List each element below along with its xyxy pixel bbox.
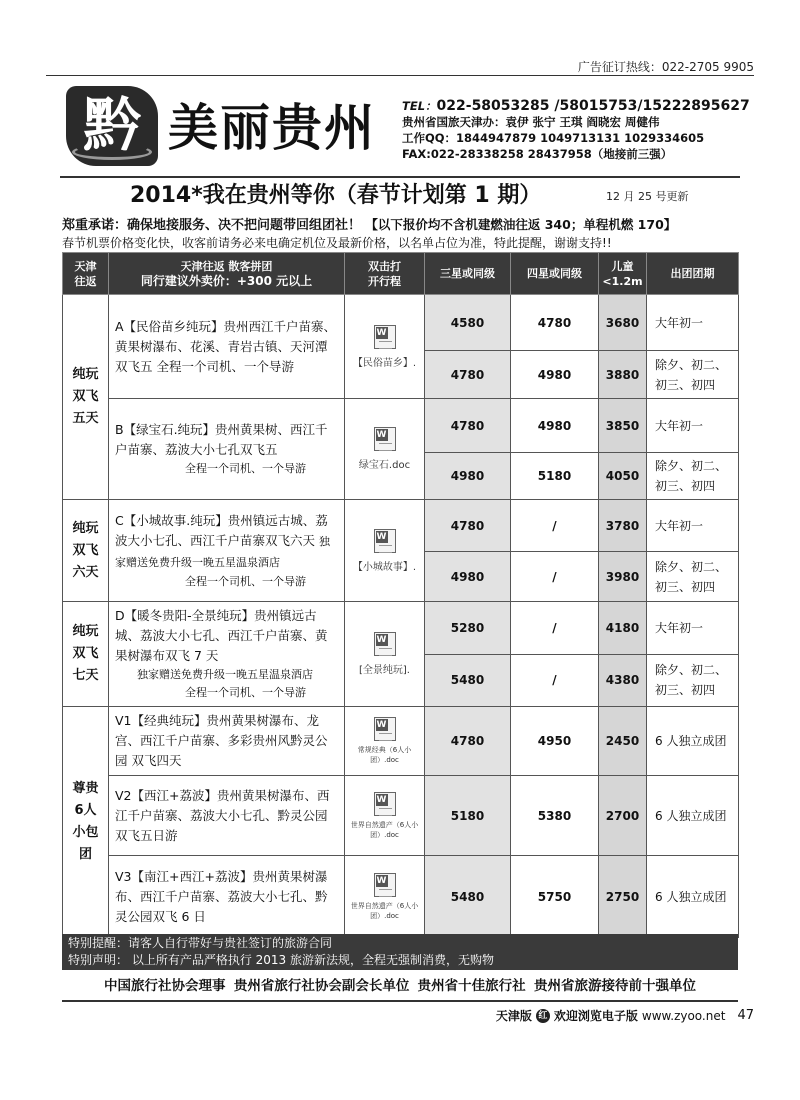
route-a-file[interactable] — [345, 295, 425, 399]
footer-divider — [62, 1000, 738, 1002]
special-statement: 特别声明： 以上所有产品严格执行 2013 旅游新法规，全程无强制消费，无购物 — [68, 953, 494, 967]
word-doc-icon — [374, 632, 396, 656]
footer-url[interactable]: www.zyoo.net — [641, 1008, 726, 1023]
page-title: 2014*我在贵州等你（春节计划第 1 期） — [130, 183, 542, 208]
route-d-title: D【暖冬贵阳-全景纯玩】贵州镇远古城、荔波大小七孔、西江千户苗寨、黄果树瀑布双飞 7 天 — [115, 608, 328, 663]
file-label: 世界自然遗产（6人小团）.doc — [350, 820, 419, 839]
price-child: 3680 — [599, 295, 647, 351]
route-v1: V1【经典纯玩】贵州黄果树瀑布、龙宫、西江千户苗寨、多彩贵州风黔灵公园 双飞四天 — [109, 707, 345, 776]
route-b-sub: 全程一个司机、一个导游 — [185, 462, 306, 475]
route-c-file[interactable] — [345, 500, 425, 602]
price-four-star: 4780 — [511, 295, 599, 351]
route-d-extra: 独家赠送免费升级一晚五星温泉酒店 — [137, 668, 313, 681]
file-label: 绿宝石.doc — [358, 460, 411, 471]
file-label: [全景纯玩]. — [359, 665, 410, 676]
footer-text: 欢迎浏览电子版 — [553, 1009, 638, 1023]
departure-dates: 大年初一 — [647, 295, 739, 351]
route-v3-file[interactable] — [345, 856, 425, 938]
price-four-star: / — [511, 602, 599, 655]
departure-dates: 大年初一 — [647, 399, 739, 453]
header-tianjin: 天津 往返 — [63, 253, 109, 295]
table-row — [63, 602, 739, 655]
edition-label: 天津版 — [495, 1009, 532, 1023]
file-label: 世界自然遗产（6人小团）.doc — [350, 901, 419, 920]
file-label: 常规经典（6人小团）.doc — [357, 746, 412, 764]
route-a: A【民俗苗乡纯玩】贵州西江千户苗寨、黄果树瀑布、花溪、青岩古镇、天河潭双飞五 全程一个司机、一个导游 — [109, 295, 345, 399]
file-label: 【小城故事】. — [352, 561, 417, 573]
price-child: 3780 — [599, 500, 647, 552]
table-row — [63, 295, 739, 351]
word-doc-icon — [374, 427, 396, 451]
tel-label: TEL： — [402, 99, 437, 113]
word-doc-icon — [374, 873, 396, 897]
price-four-star: 4980 — [511, 351, 599, 399]
promise-line — [62, 214, 676, 233]
page-number: 47 — [737, 1008, 754, 1023]
route-v3: V3【南江+西江+荔波】贵州黄果树瀑布、西江千户苗寨、荔波大小七孔、黔灵公园双飞 6 日 — [109, 856, 345, 938]
update-note: 12 月 25 号更新 — [606, 190, 689, 203]
departure-dates: 除夕、初二、初三、初四 — [647, 453, 739, 500]
office-staff: 贵州省国旅天津办：袁伊 张宁 王琪 阎晓宏 周健伟 — [402, 115, 660, 129]
price-four-star: 4950 — [511, 707, 599, 776]
header-route-line1: 天津往返 散客拼团 — [180, 259, 273, 273]
route-v2: V2【西江+荔波】贵州黄果树瀑布、西江千户苗寨、荔波大小七孔、黔灵公园双飞五日游 — [109, 776, 345, 856]
logo-swirl — [72, 144, 152, 160]
header-three-star: 三星或同级 — [425, 253, 511, 295]
price-four-star: / — [511, 500, 599, 552]
price-child: 2750 — [599, 856, 647, 938]
group-five-day: 纯玩 双飞 五天 — [63, 295, 109, 500]
tel-numbers: 022-58053285 /58015753/15222895627 — [436, 98, 750, 114]
contact-block — [402, 98, 750, 162]
header-open: 双击打 开行程 — [345, 253, 425, 295]
word-doc-icon — [374, 529, 396, 553]
table-row — [63, 399, 739, 453]
route-c-sub: 全程一个司机、一个导游 — [185, 574, 306, 588]
route-d-file[interactable] — [345, 602, 425, 707]
price-three-star: 4780 — [425, 351, 511, 399]
price-child: 3850 — [599, 399, 647, 453]
table-row — [63, 776, 739, 856]
brand-title: 美丽贵州 — [168, 98, 376, 157]
header-route-line2: 同行建议外卖价：+300 元以上 — [140, 273, 313, 288]
table-row — [63, 500, 739, 552]
route-c — [109, 500, 345, 602]
org-title: 中国旅行社协会理事 — [104, 978, 226, 994]
table-row — [63, 856, 739, 938]
route-v2-file[interactable] — [345, 776, 425, 856]
table-header-row — [63, 253, 739, 295]
price-child: 3980 — [599, 552, 647, 602]
departure-dates: 大年初一 — [647, 602, 739, 655]
price-child: 4180 — [599, 602, 647, 655]
group-six-day: 纯玩 双飞 六天 — [63, 500, 109, 602]
fax-number: FAX:022-28338258 28437958（地接前三强） — [402, 147, 673, 161]
price-child: 3880 — [599, 351, 647, 399]
logo-icon — [66, 86, 158, 166]
departure-dates: 除夕、初二、初三、初四 — [647, 552, 739, 602]
top-divider — [46, 75, 754, 76]
route-d-sub: 全程一个司机、一个导游 — [185, 686, 306, 699]
word-doc-icon — [374, 717, 396, 741]
special-reminder: 特别提醒：请客人自行带好与贵社签订的旅游合同 — [68, 936, 333, 950]
price-child: 2700 — [599, 776, 647, 856]
org-title: 贵州省旅游接待前十强单位 — [533, 978, 696, 994]
route-b — [109, 399, 345, 500]
header-route — [109, 253, 345, 295]
footer-bar — [496, 1007, 754, 1024]
header-child: 儿童 <1.2m — [599, 253, 647, 295]
org-titles — [62, 974, 738, 994]
price-child: 4380 — [599, 654, 647, 707]
route-c-title: C【小城故事.纯玩】贵州镇远古城、荔波大小七孔、西江千户苗寨双飞六天 — [115, 512, 328, 548]
route-c-extra: 独家赠送免费升级一晚五星温泉酒店 — [115, 534, 330, 569]
price-three-star: 4980 — [425, 453, 511, 500]
price-three-star: 4780 — [425, 707, 511, 776]
departure-dates: 6 人独立成团 — [647, 707, 739, 776]
price-three-star: 5180 — [425, 776, 511, 856]
file-label: 【民俗苗乡】. — [352, 357, 417, 369]
departure-dates: 除夕、初二、初三、初四 — [647, 654, 739, 707]
departure-dates: 大年初一 — [647, 500, 739, 552]
price-four-star: 5380 — [511, 776, 599, 856]
word-doc-icon — [374, 325, 396, 349]
header-four-star: 四星或同级 — [511, 253, 599, 295]
route-b-file[interactable] — [345, 399, 425, 500]
departure-dates: 6 人独立成团 — [647, 856, 739, 938]
departure-dates: 除夕、初二、初三、初四 — [647, 351, 739, 399]
promise-text: 郑重承诺：确保地接服务、决不把问题带回组团社！ — [62, 218, 362, 233]
price-four-star: 5750 — [511, 856, 599, 938]
group-vip-six: 尊贵 6人 小包 团 — [63, 707, 109, 938]
price-three-star: 5280 — [425, 602, 511, 655]
price-four-star: / — [511, 654, 599, 707]
route-d — [109, 602, 345, 707]
logo-char: 黔 — [82, 91, 141, 159]
ticket-notice: 春节机票价格变化快，收客前请务必来电确定机位及最新价格，以名单占位为准，特此提醒，谢谢支持!! — [62, 236, 612, 250]
price-four-star: / — [511, 552, 599, 602]
word-doc-icon — [374, 792, 396, 816]
org-title: 贵州省旅行社协会副会长单位 — [233, 978, 410, 994]
header-dates: 出团团期 — [647, 253, 739, 295]
price-four-star: 4980 — [511, 399, 599, 453]
route-v1-file[interactable] — [345, 707, 425, 776]
price-child: 2450 — [599, 707, 647, 776]
special-notice — [62, 934, 738, 970]
price-four-star: 5180 — [511, 453, 599, 500]
price-note: 【以下报价均不含机建燃油往返 340；单程机燃 170】 — [365, 217, 677, 232]
price-three-star: 4780 — [425, 500, 511, 552]
price-three-star: 4780 — [425, 399, 511, 453]
ad-hotline: 广告征订热线：022-2705 9905 — [577, 60, 754, 74]
org-title: 贵州省十佳旅行社 — [417, 978, 526, 994]
group-seven-day: 纯玩 双飞 七天 — [63, 602, 109, 707]
red-badge-icon: 红 — [536, 1009, 550, 1023]
route-b-title: B【绿宝石.纯玩】贵州黄果树、西江千户苗寨、荔波大小七孔双飞五 — [115, 422, 328, 457]
work-qq: 工作QQ：1844947879 1049713131 1029334605 — [402, 131, 705, 145]
price-three-star: 4980 — [425, 552, 511, 602]
price-table — [62, 252, 739, 938]
price-child: 4050 — [599, 453, 647, 500]
price-three-star: 4580 — [425, 295, 511, 351]
table-row — [63, 707, 739, 776]
departure-dates: 6 人独立成团 — [647, 776, 739, 856]
price-three-star: 5480 — [425, 654, 511, 707]
price-three-star: 5480 — [425, 856, 511, 938]
